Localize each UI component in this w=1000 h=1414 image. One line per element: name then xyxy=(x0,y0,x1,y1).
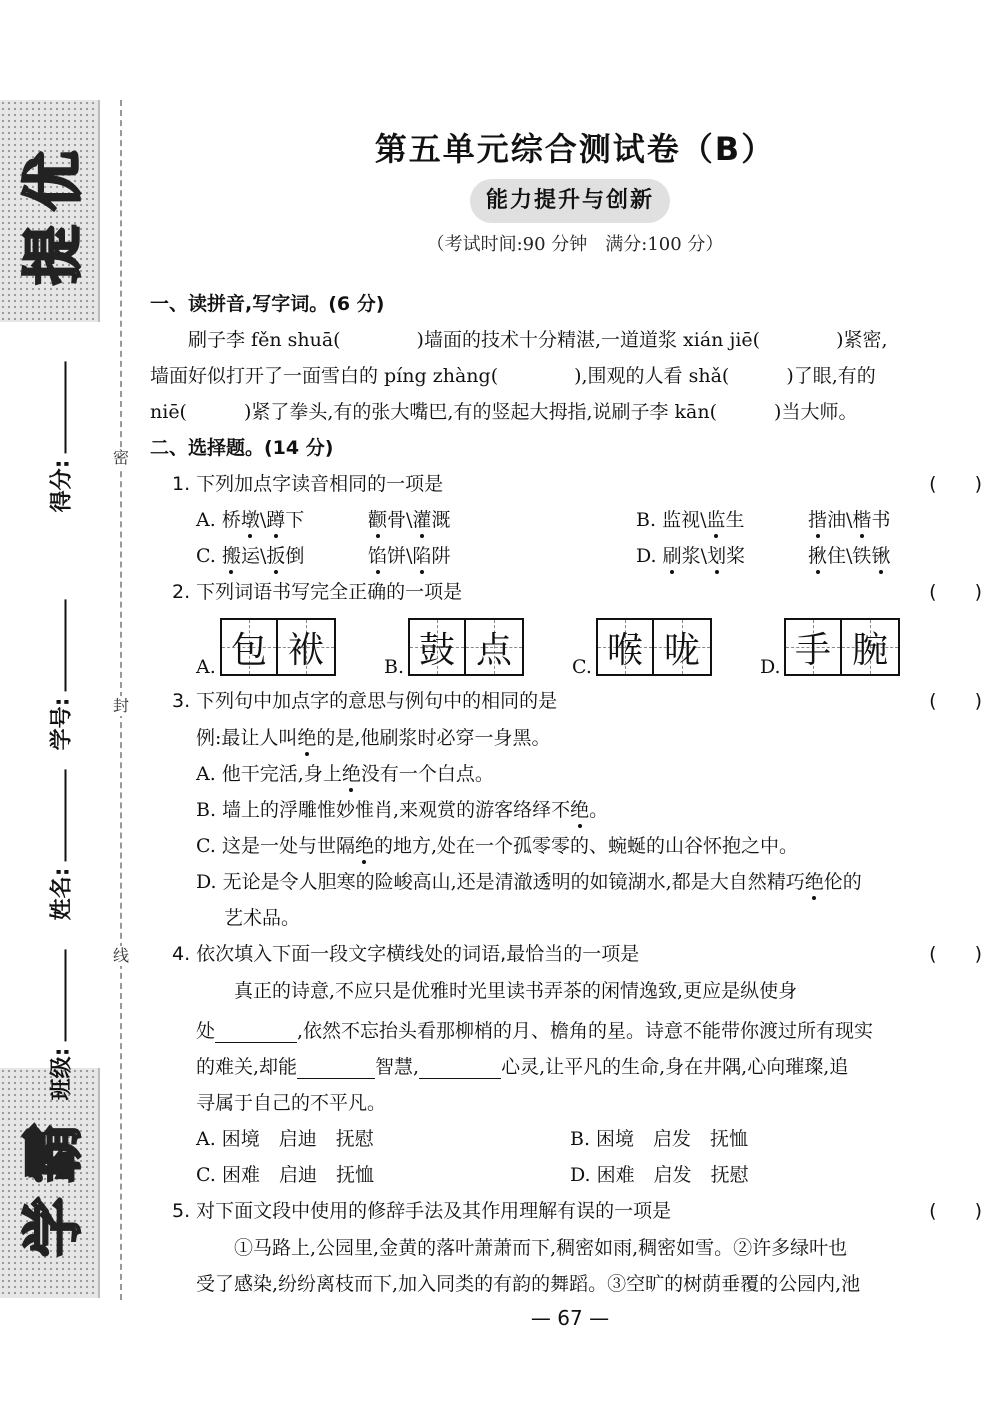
dotted-char: 馅 xyxy=(368,538,387,574)
q4-option-d: D. 困难 启发 抚慰 xyxy=(570,1164,749,1186)
question-5-stem: 5. 对下面文段中使用的修辞手法及其作用理解有误的一项是 xyxy=(172,1200,672,1222)
student-id-line xyxy=(64,600,66,692)
q2-option-b: B. 鼓 点 xyxy=(384,618,534,678)
q3-option-b: B. 墙上的浮雕惟妙惟肖,来观赏的游客络绎不绝。 xyxy=(150,792,990,828)
question-1-stem: 1. 下列加点字读音相同的一项是 xyxy=(172,473,444,495)
dotted-char: 灌 xyxy=(412,502,431,538)
q5-passage-line-1: ①马路上,公园里,金黄的落叶萧萧而下,稠密如雨,稠密如雪。②许多绿叶也 xyxy=(196,1237,848,1259)
dotted-char: 监 xyxy=(706,502,725,538)
seal-char-mi: 密 xyxy=(112,448,129,467)
question-3 xyxy=(150,683,990,719)
dotted-char: 绝 xyxy=(297,720,316,756)
dotted-char: 绝 xyxy=(805,864,824,900)
side-top-label: 提优 xyxy=(19,137,89,285)
q4-options-cd xyxy=(150,1157,990,1193)
name-label: 姓名: xyxy=(49,867,75,921)
q1-option-d-word-2: 揪住\铁锹 xyxy=(808,538,890,574)
name-field[interactable] xyxy=(8,750,112,940)
tianzige-box: 手 腕 xyxy=(784,618,900,676)
q1-option-b-word-2: 揩油\楷书 xyxy=(808,502,890,538)
class-label: 班级: xyxy=(49,1047,75,1101)
name-line xyxy=(64,770,66,862)
q2-option-d: D. 手 腕 xyxy=(760,618,910,678)
dotted-char: 刷 xyxy=(663,538,682,574)
q3-option-c: C. 这是一处与世隔绝的地方,处在一个孤零零的、蜿蜒的山谷怀抱之中。 xyxy=(150,828,990,864)
fill-blank-3[interactable] xyxy=(419,1057,501,1079)
section-1-line-3: niē( )紧了拳头,有的张大嘴巴,有的竖起大拇指,说刷子李 kān( )当大师。 xyxy=(150,401,858,423)
section-1-line-2: 墙面好似打开了一面雪白的 píng zhàng( ),围观的人看 shǎ( )了眼,有的 xyxy=(150,365,876,387)
question-2-stem: 2. 下列词语书写完全正确的一项是 xyxy=(172,581,463,603)
dotted-char: 墩 xyxy=(241,502,260,538)
question-3-stem: 3. 下列句中加点字的意思与例句中的相同的是 xyxy=(172,690,558,712)
q1-option-d: D. 刷浆\划桨 xyxy=(636,538,745,574)
question-1 xyxy=(150,466,990,502)
q1-option-c: C. 搬运\扳倒 xyxy=(196,538,304,574)
q3-option-d: D. 无论是令人胆寒的险峻高山,还是清澈透明的如镜湖水,都是大自然精巧绝伦的 xyxy=(150,864,990,900)
tianzige-box: 喉 咙 xyxy=(596,618,712,676)
q4-passage-line-2: 处 ,依然不忘抬头看那柳梢的月、檐角的星。诗意不能带你渡过所有现实 xyxy=(196,1020,874,1042)
fill-blank-1[interactable] xyxy=(215,1021,297,1043)
question-1-row-ab xyxy=(150,502,990,538)
dotted-char: 绝 xyxy=(342,756,361,792)
question-4-stem: 4. 依次填入下面一段文字横线处的词语,最恰当的一项是 xyxy=(172,943,640,965)
q1-option-b: B. 监视\监生 xyxy=(636,502,745,538)
tianzige-box: 包 袱 xyxy=(220,618,336,676)
question-1-row-cd xyxy=(150,538,990,574)
q4-passage-line-1: 真正的诗意,不应只是优雅时光里读书弄茶的闲情逸致,更应是纵使身 xyxy=(196,980,798,1002)
q4-option-c: C. 困难 启迪 抚恤 xyxy=(196,1164,374,1186)
section-1-heading: 一、读拼音,写字词。(6 分) xyxy=(150,293,385,315)
q4-option-a: A. 困境 启迪 抚慰 xyxy=(196,1128,374,1150)
q4-passage-line-3: 的难关,却能 智慧, 心灵,让平凡的生命,身在井隅,心向璀璨,追 xyxy=(196,1056,849,1078)
question-3-answer-box[interactable]: ( ) xyxy=(929,690,982,712)
section-1-line-1: 刷子李 fěn shuā( )墙面的技术十分精湛,一道道浆 xián jiē( )紧密, xyxy=(150,329,888,351)
question-2-answer-box[interactable]: ( ) xyxy=(929,581,982,603)
dotted-char: 划 xyxy=(707,538,726,574)
q3-option-d-cont: 艺术品。 xyxy=(224,907,301,929)
fill-blank-2[interactable] xyxy=(297,1057,375,1079)
class-field[interactable] xyxy=(8,930,112,1120)
seal-char-feng: 封 xyxy=(112,696,129,715)
dotted-char: 蹲 xyxy=(266,502,285,538)
dotted-char: 楷 xyxy=(852,502,871,538)
question-5 xyxy=(150,1193,990,1229)
subtitle-badge: 能力提升与创新 xyxy=(470,179,670,223)
question-2 xyxy=(150,574,990,610)
q5-passage-line-2: 受了感染,纷纷离枝而下,加入同类的有韵的舞蹈。③空旷的树荫垂覆的公园内,池 xyxy=(196,1273,861,1295)
page-number: — 67 — xyxy=(530,1306,610,1330)
student-id-label: 学号: xyxy=(49,697,75,751)
question-5-answer-box[interactable]: ( ) xyxy=(929,1200,982,1222)
q4-passage-line-4: 寻属于自己的不平凡。 xyxy=(196,1092,387,1114)
dotted-char: 揩 xyxy=(808,502,827,538)
dotted-char: 揪 xyxy=(808,538,827,574)
q4-option-b: B. 困境 启发 抚恤 xyxy=(570,1128,749,1150)
class-line xyxy=(64,950,66,1042)
tianzige-box: 鼓 点 xyxy=(408,618,524,676)
question-4 xyxy=(150,936,990,972)
seal-char-xian: 线 xyxy=(112,946,129,965)
q1-option-a: A. 桥墩\蹲下 xyxy=(196,502,304,538)
page-title: 第五单元综合测试卷（B） xyxy=(374,130,776,168)
q3-option-a: A. 他干完活,身上绝没有一个白点。 xyxy=(150,756,990,792)
side-decor-top xyxy=(0,100,100,322)
q1-option-c-word-2: 馅饼\陷阱 xyxy=(368,538,450,574)
q2-option-a: A. 包 袱 xyxy=(196,618,346,678)
dotted-char: 锹 xyxy=(871,538,890,574)
score-label: 得分: xyxy=(49,459,75,513)
student-id-field[interactable] xyxy=(8,580,112,770)
dotted-char: 颧 xyxy=(368,502,387,538)
dotted-char: 绝 xyxy=(355,828,374,864)
question-4-answer-box[interactable]: ( ) xyxy=(929,943,982,965)
exam-info: （考试时间:90 分钟 满分:100 分） xyxy=(426,234,724,255)
section-2-heading: 二、选择题。(14 分) xyxy=(150,437,334,459)
q3-example: 例:最让人叫绝的是,他刷浆时必穿一身黑。 xyxy=(150,720,990,756)
side-bottom-label: 学霸 xyxy=(19,1109,89,1257)
dotted-char: 绝 xyxy=(570,792,589,828)
q4-options-ab xyxy=(150,1121,990,1157)
q2-option-c: C. 喉 咙 xyxy=(572,618,722,678)
dotted-char: 搬 xyxy=(222,538,241,574)
dotted-char: 扳 xyxy=(266,538,285,574)
dotted-char: 陷 xyxy=(412,538,431,574)
score-line xyxy=(64,362,66,454)
score-field[interactable] xyxy=(8,342,112,532)
question-1-answer-box[interactable]: ( ) xyxy=(929,473,982,495)
q1-option-a-word-2: 颧骨\灌溉 xyxy=(368,502,450,538)
